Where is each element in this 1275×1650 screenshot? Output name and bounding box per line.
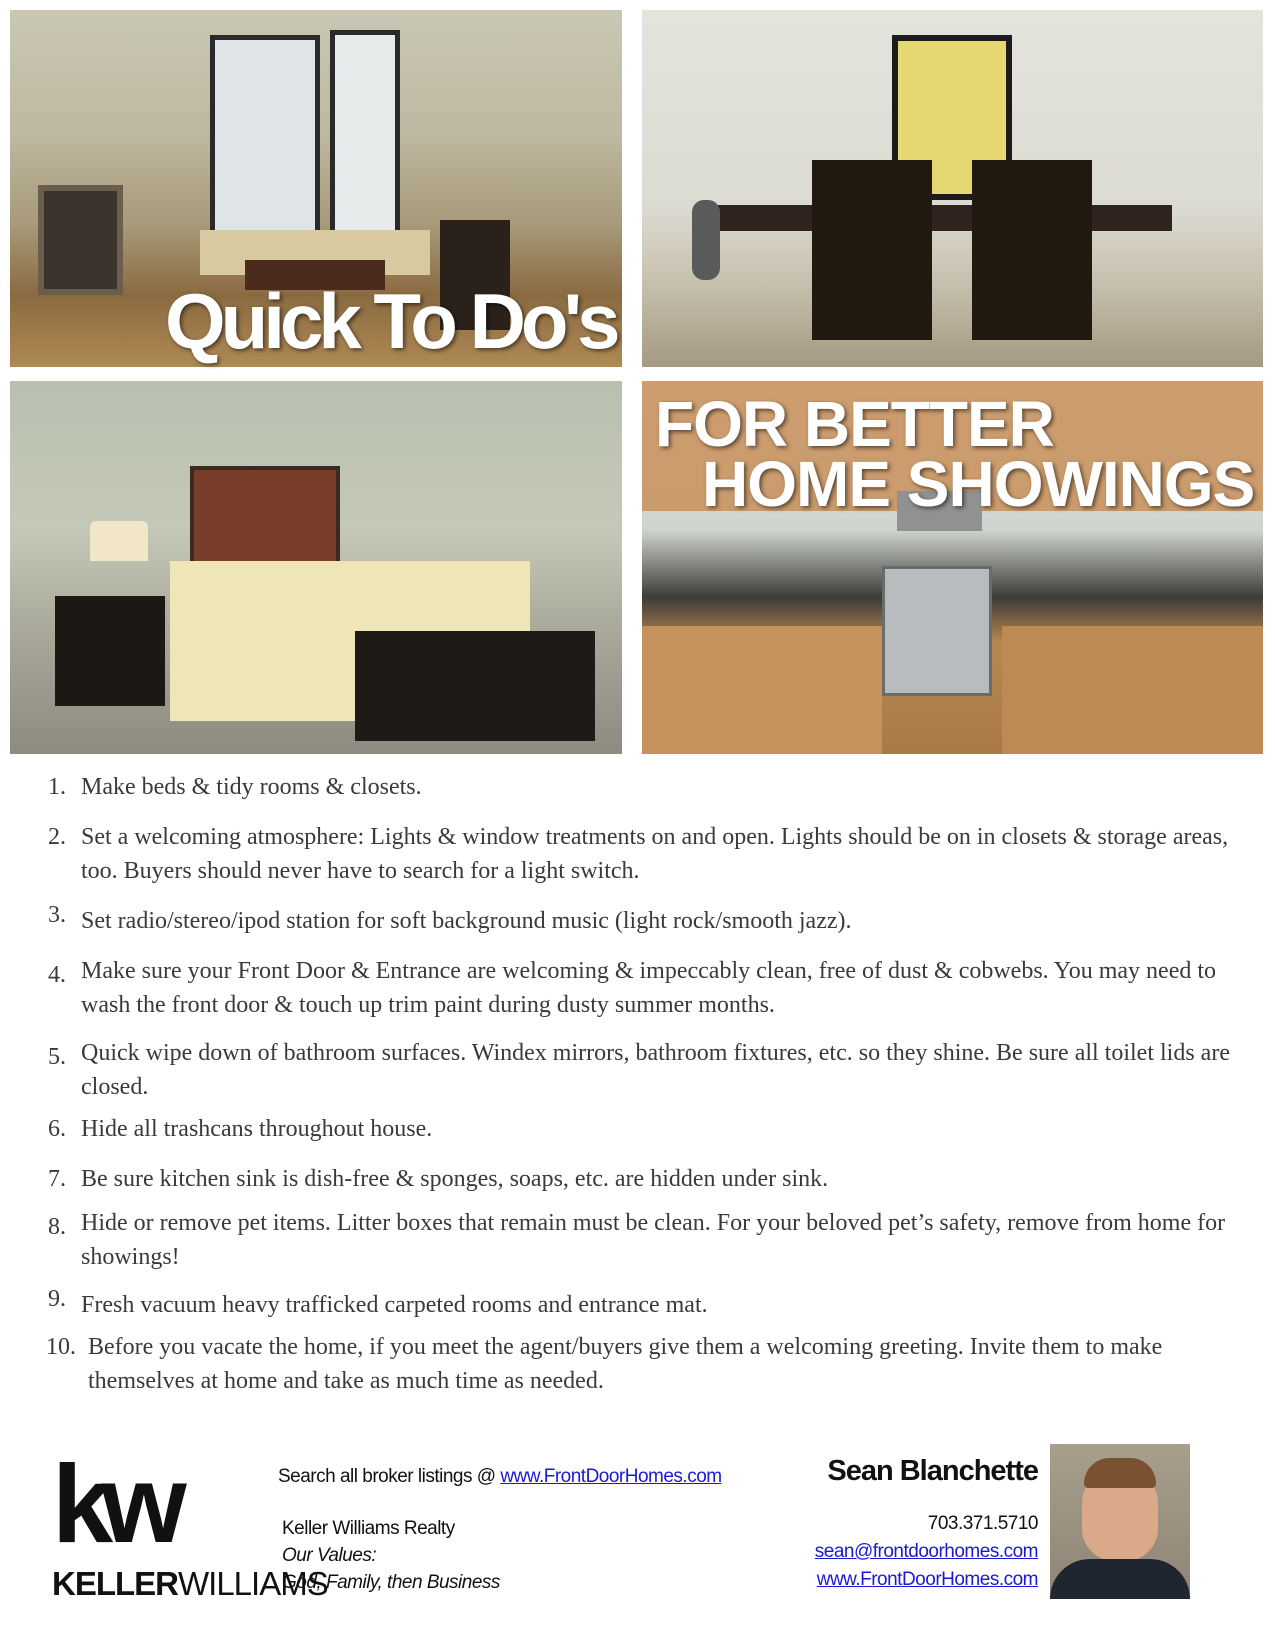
hair-graphic — [1084, 1458, 1156, 1488]
todo-text: Make beds & tidy rooms & closets. — [81, 774, 422, 800]
todo-item — [48, 1288, 1243, 1322]
fireplace-graphic — [38, 185, 123, 295]
hero-subtitle-line1: FOR BETTER — [655, 388, 1054, 460]
agent-contact — [815, 1455, 1038, 1591]
todo-text: Set a welcoming atmosphere: Lights & window treatments on and open. Lights should be on in closets & storage areas, too. Buyers should never have to search for a light switch. — [81, 824, 1229, 884]
footer — [0, 1440, 1275, 1650]
suit-graphic — [1050, 1559, 1190, 1599]
todo-item — [48, 1112, 1243, 1146]
search-prefix: Search all broker listings @ — [278, 1466, 501, 1487]
company-info — [282, 1515, 500, 1596]
cabinet-graphic — [1002, 626, 1263, 754]
agent-portrait — [1050, 1444, 1190, 1599]
todo-number: 4. — [48, 962, 66, 988]
values-label: Our Values: — [282, 1545, 377, 1566]
todo-number: 2. — [48, 824, 66, 850]
todo-text: Set radio/stereo/ipod station for soft background music (light rock/smooth jazz). — [81, 908, 852, 934]
lamp-graphic — [90, 521, 148, 561]
values-text: God, Family, then Business — [282, 1572, 500, 1593]
todo-item — [48, 770, 1243, 804]
vase-graphic — [692, 200, 720, 280]
todo-text: Hide all trashcans throughout house. — [81, 1116, 433, 1142]
todo-text: Be sure kitchen sink is dish-free & sponges, soaps, etc. are hidden under sink. — [81, 1166, 829, 1192]
todo-item — [48, 1330, 1243, 1398]
todo-number: 9. — [48, 1286, 66, 1312]
artwork-graphic — [190, 466, 340, 566]
todo-item — [48, 904, 1243, 938]
todo-text: Before you vacate the home, if you meet the agent/buyers give them a welcoming greeting. Invite them to make themselves at home and take as much time as needed. — [88, 1334, 1163, 1394]
todo-number: 8. — [48, 1214, 66, 1240]
company-name: Keller Williams Realty — [282, 1518, 455, 1539]
dining-room-photo — [642, 10, 1263, 367]
chair-graphic — [972, 160, 1092, 340]
todo-number: 6. — [48, 1116, 66, 1142]
todo-item — [48, 820, 1243, 888]
window-graphic — [330, 30, 400, 240]
chair-graphic — [812, 160, 932, 340]
oven-graphic — [882, 566, 992, 696]
wordmark-light: WILLIAMS — [178, 1565, 328, 1602]
broker-listings-link[interactable]: www.FrontDoorHomes.com — [500, 1466, 722, 1487]
todo-text: Fresh vacuum heavy trafficked carpeted rooms and entrance mat. — [81, 1292, 708, 1318]
todo-number: 1. — [48, 774, 66, 800]
agent-website-link[interactable]: www.FrontDoorHomes.com — [816, 1569, 1038, 1590]
todo-number: 7. — [48, 1166, 66, 1192]
agent-name: Sean Blanchette — [827, 1455, 1038, 1487]
todo-number: 10. — [46, 1334, 76, 1360]
todo-item — [48, 1162, 1243, 1196]
nightstand-graphic — [55, 596, 165, 706]
hero-title: Quick To Do's — [165, 277, 616, 365]
agent-email-link[interactable]: sean@frontdoorhomes.com — [814, 1541, 1038, 1562]
todo-item — [48, 1206, 1243, 1274]
todo-item — [48, 954, 1243, 1022]
todo-number: 3. — [48, 902, 66, 928]
todo-item — [48, 1036, 1243, 1104]
kw-logo-mark: kw — [52, 1443, 175, 1566]
bedroom-photo — [10, 381, 622, 754]
window-graphic — [210, 35, 320, 235]
todo-text: Hide or remove pet items. Litter boxes that remain must be clean. For your beloved pet’s safety, remove from home for showings! — [81, 1210, 1226, 1270]
table-graphic — [712, 205, 1172, 231]
wordmark-bold: KELLER — [52, 1565, 178, 1602]
search-listings-line — [278, 1466, 722, 1488]
todo-text: Quick wipe down of bathroom surfaces. Windex mirrors, bathroom fixtures, etc. so they shine. Be sure all toilet lids are closed. — [81, 1040, 1230, 1100]
hero-subtitle-line2: HOME SHOWINGS — [702, 448, 1255, 520]
agent-phone: 703.371.5710 — [927, 1513, 1038, 1534]
todo-number: 5. — [48, 1044, 66, 1070]
todo-text: Make sure your Front Door & Entrance are welcoming & impeccably clean, free of dust & cobwebs. You may need to wash the front door & touch up trim paint during dusty summer months. — [81, 958, 1217, 1018]
ottoman-graphic — [355, 631, 595, 741]
cabinet-graphic — [642, 626, 882, 754]
